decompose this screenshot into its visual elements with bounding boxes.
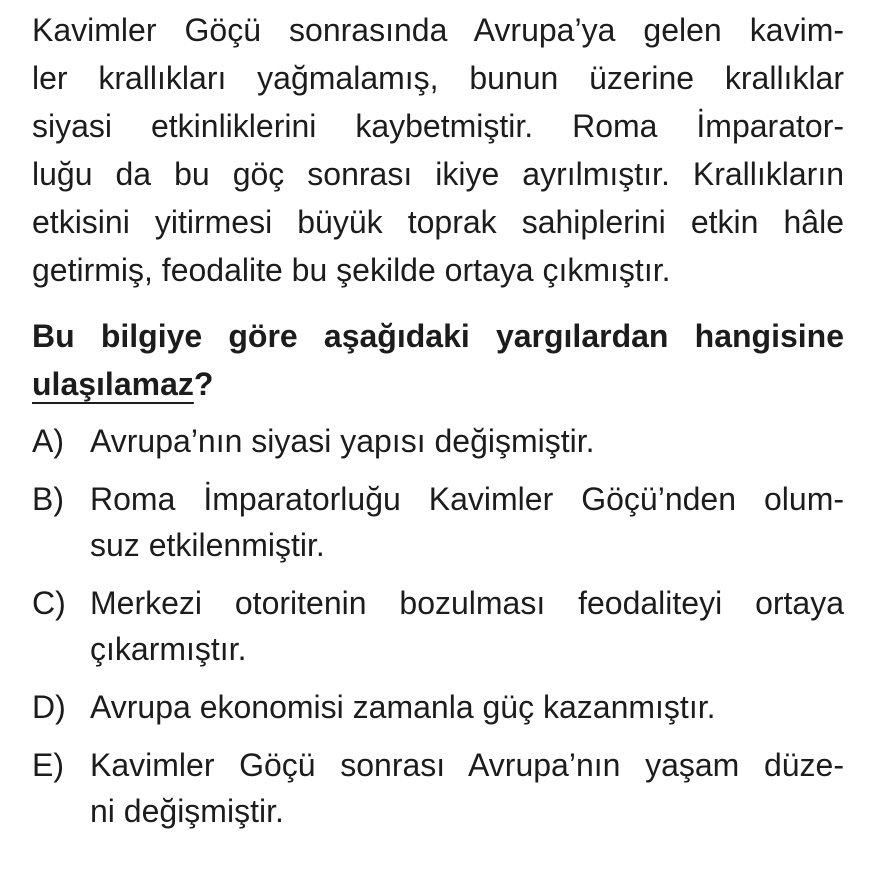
option-line: suz etkilenmiştir.: [90, 527, 325, 563]
passage-line: siyasi etkinliklerini kaybetmiştir. Roma İmparator-: [32, 108, 844, 144]
question-mark: ?: [193, 366, 214, 402]
option-text: [90, 580, 844, 672]
option-letter: D): [32, 689, 66, 725]
option-line: Kavimler Göçü sonrası Avrupa’nın yaşam düze-: [90, 747, 844, 783]
reading-passage: [32, 6, 844, 294]
option-letter: A): [32, 423, 64, 459]
passage-line: getirmiş, feodalite bu şekilde ortaya çıkmıştır.: [32, 252, 671, 288]
passage-line: etkisini yitirmesi büyük toprak sahiplerini etkin hâle: [32, 204, 844, 240]
option-line: Avrupa ekonomisi zamanla güç kazanmıştır.: [90, 689, 716, 725]
option-line: Avrupa’nın siyasi yapısı değişmiştir.: [90, 423, 595, 459]
option-line: ni değişmiştir.: [90, 793, 284, 829]
option-c[interactable]: [32, 580, 844, 672]
option-text: [90, 684, 844, 730]
question-stem: [32, 312, 844, 408]
passage-line: Kavimler Göçü sonrasında Avrupa’ya gelen kavim-: [32, 12, 844, 48]
option-letter: B): [32, 481, 64, 517]
option-letter: E): [32, 747, 64, 783]
answer-options: [32, 418, 844, 834]
option-text: [90, 742, 844, 834]
option-text: [90, 418, 844, 464]
option-line: Merkezi otoritenin bozulması feodaliteyi ortaya: [90, 585, 844, 621]
option-letter: C): [32, 585, 66, 621]
negation-word: ulaşılamaz: [32, 366, 194, 402]
option-text: [90, 476, 844, 568]
passage-line: ler krallıkları yağmalamış, bunun üzerine krallıklar: [32, 60, 844, 96]
question-line: [32, 360, 844, 408]
passage-line: luğu da bu göç sonrası ikiye ayrılmıştır. Krallıkların: [32, 156, 844, 192]
option-b[interactable]: [32, 476, 844, 568]
option-d[interactable]: [32, 684, 844, 730]
option-e[interactable]: [32, 742, 844, 834]
question-line: Bu bilgiye göre aşağıdaki yargılardan hangisine: [32, 318, 844, 354]
option-line: çıkarmıştır.: [90, 631, 247, 667]
option-line: Roma İmparatorluğu Kavimler Göçü’nden olum-: [90, 481, 844, 517]
option-a[interactable]: [32, 418, 844, 464]
